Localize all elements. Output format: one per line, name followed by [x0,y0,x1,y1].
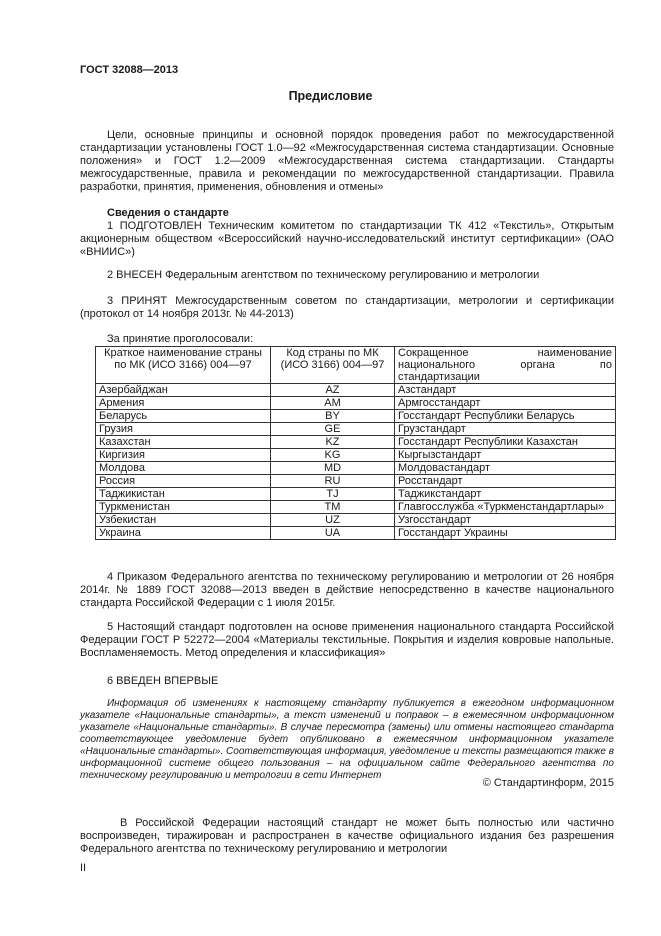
code-cell: KG [271,449,395,462]
table-row [96,488,616,501]
rights-notice [80,817,614,856]
vote-label: За принятие проголосовали: [107,333,254,345]
code-cell: GE [271,423,395,436]
table-row [96,514,616,527]
country-cell: Грузия [96,423,271,436]
document-header: ГОСТ 32088—2013 [80,64,179,76]
country-cell: Армения [96,397,271,410]
intro-text: Цели, основные принципы и основной порядок проведения работ по межгосударственной стандартизации установлены ГОСТ 1.0—92 «Межгосударственная система стандартизации. Основные положения» и ГОСТ 1.2—2009 «Межгосударственная система стандартизации. Стандарты межгосударственные, правила и рекомендации по межгосударственной стандартизации. Правила разработки, принятия, применения, обновления и отмены» [80,129,614,193]
item-5 [80,621,614,660]
page-title: Предисловие [288,89,373,103]
body-cell: Молдовастандарт [395,462,616,475]
body-cell: Росстандарт [395,475,616,488]
table-row [96,436,616,449]
table-row [96,397,616,410]
item-3 [80,295,614,321]
table-row [96,501,616,514]
code-cell: UZ [271,514,395,527]
country-cell: Узбекистан [96,514,271,527]
update-notice-text: Информация об изменениях к настоящему стандарту публикуется в ежегодном информационном указателе «Национальные стандарты», а текст изменений и поправок – в ежемесячном информационном указателе «Национальные стандарты». В случае пересмотра (замены) или отмены настоящего стандарта соответствующее уведомление будет опубликовано в ежемесячном информационном указателе «Национальные стандарты». Соответствующая информация, уведомление и тексты размещаются также в информационной системе общего пользования – на официальном сайте Федерального агентства по техническому регулированию и метрологии в сети Интернет [80,698,614,781]
table-row [96,423,616,436]
page-number: II [80,862,87,874]
standard-info-heading: Сведения о стандарте [107,207,229,219]
code-cell: MD [271,462,395,475]
table-row [96,527,616,540]
item-4 [80,571,614,610]
body-cell: Армгосстандарт [395,397,616,410]
code-cell: KZ [271,436,395,449]
body-cell: Госстандарт Республики Беларусь [395,410,616,423]
body-cell: Таджикстандарт [395,488,616,501]
table-header-row [96,347,616,384]
rights-notice-text: В Российской Федерации настоящий стандарт не может быть полностью или частично воспроизведен, тиражирован и распространен в качестве официального издания без разрешения Федерального агентства по техническому регулированию и метрологии [80,817,614,855]
code-cell: TM [271,501,395,514]
country-cell: Беларусь [96,410,271,423]
update-notice [80,698,614,782]
country-cell: Таджикистан [96,488,271,501]
item-4-text: 4 Приказом Федерального агентства по техническому регулированию и метрологии от 26 ноября 2014г. № 1889 ГОСТ 32088—2013 введен в действие непосредственно в качестве национального стандарта Российской Федерации с 1 июля 2015г. [80,571,614,609]
body-cell: Кыргызстандарт [395,449,616,462]
country-cell: Азербайджан [96,384,271,397]
code-cell: AZ [271,384,395,397]
country-cell: Россия [96,475,271,488]
code-cell: AM [271,397,395,410]
code-cell: UA [271,527,395,540]
body-cell: Госстандарт Украины [395,527,616,540]
country-cell: Туркменистан [96,501,271,514]
body-cell: Узгосстандарт [395,514,616,527]
body-cell: Госстандарт Республики Казахстан [395,436,616,449]
item-5-text: 5 Настоящий стандарт подготовлен на основе применения национального стандарта Российской Федерации ГОСТ Р 52272—2004 «Материалы текстильные. Покрытия и изделия ковровые напольные. Воспламеняемость. Метод определения и классификация» [80,621,614,659]
body-cell: Азстандарт [395,384,616,397]
item-3-text: 3 ПРИНЯТ Межгосударственным советом по стандартизации, метрологии и сертификации (протокол от 14 ноября 2013г. № 44-2013) [80,295,614,320]
code-cell: TJ [271,488,395,501]
column-header-country: Краткое наименование страны по МК (ИСО 3166) 004—97 [96,347,271,384]
body-cell: Главгосслужба «Туркменстандартлары» [395,501,616,514]
item-6 [80,675,614,688]
country-cell: Казахстан [96,436,271,449]
column-header-code: Код страны по МК (ИСО 3166) 004—97 [271,347,395,384]
table-row [96,475,616,488]
code-cell: BY [271,410,395,423]
intro-paragraph [80,129,614,194]
table-row [96,384,616,397]
column-header-body: Сокращенное наименование национального органа по стандартизации [395,347,616,384]
item-1-text: 1 ПОДГОТОВЛЕН Техническим комитетом по стандартизации ТК 412 «Текстиль», Открытым акционерным обществом «Всероссийский научно-исследовательский институт сертификации» (ОАО «ВНИИС») [80,220,614,258]
country-cell: Молдова [96,462,271,475]
code-cell: RU [271,475,395,488]
country-cell: Киргизия [96,449,271,462]
country-cell: Украина [96,527,271,540]
table-row [96,462,616,475]
voting-table [95,346,616,540]
item-2-text: 2 ВНЕСЕН Федеральным агентством по техническому регулированию и метрологии [107,269,540,281]
item-6-text: 6 ВВЕДЕН ВПЕРВЫЕ [107,675,219,687]
table-row [96,449,616,462]
item-2 [80,269,614,282]
item-1 [80,220,614,259]
table-row [96,410,616,423]
copyright: © Стандартинформ, 2015 [482,777,614,789]
body-cell: Грузстандарт [395,423,616,436]
